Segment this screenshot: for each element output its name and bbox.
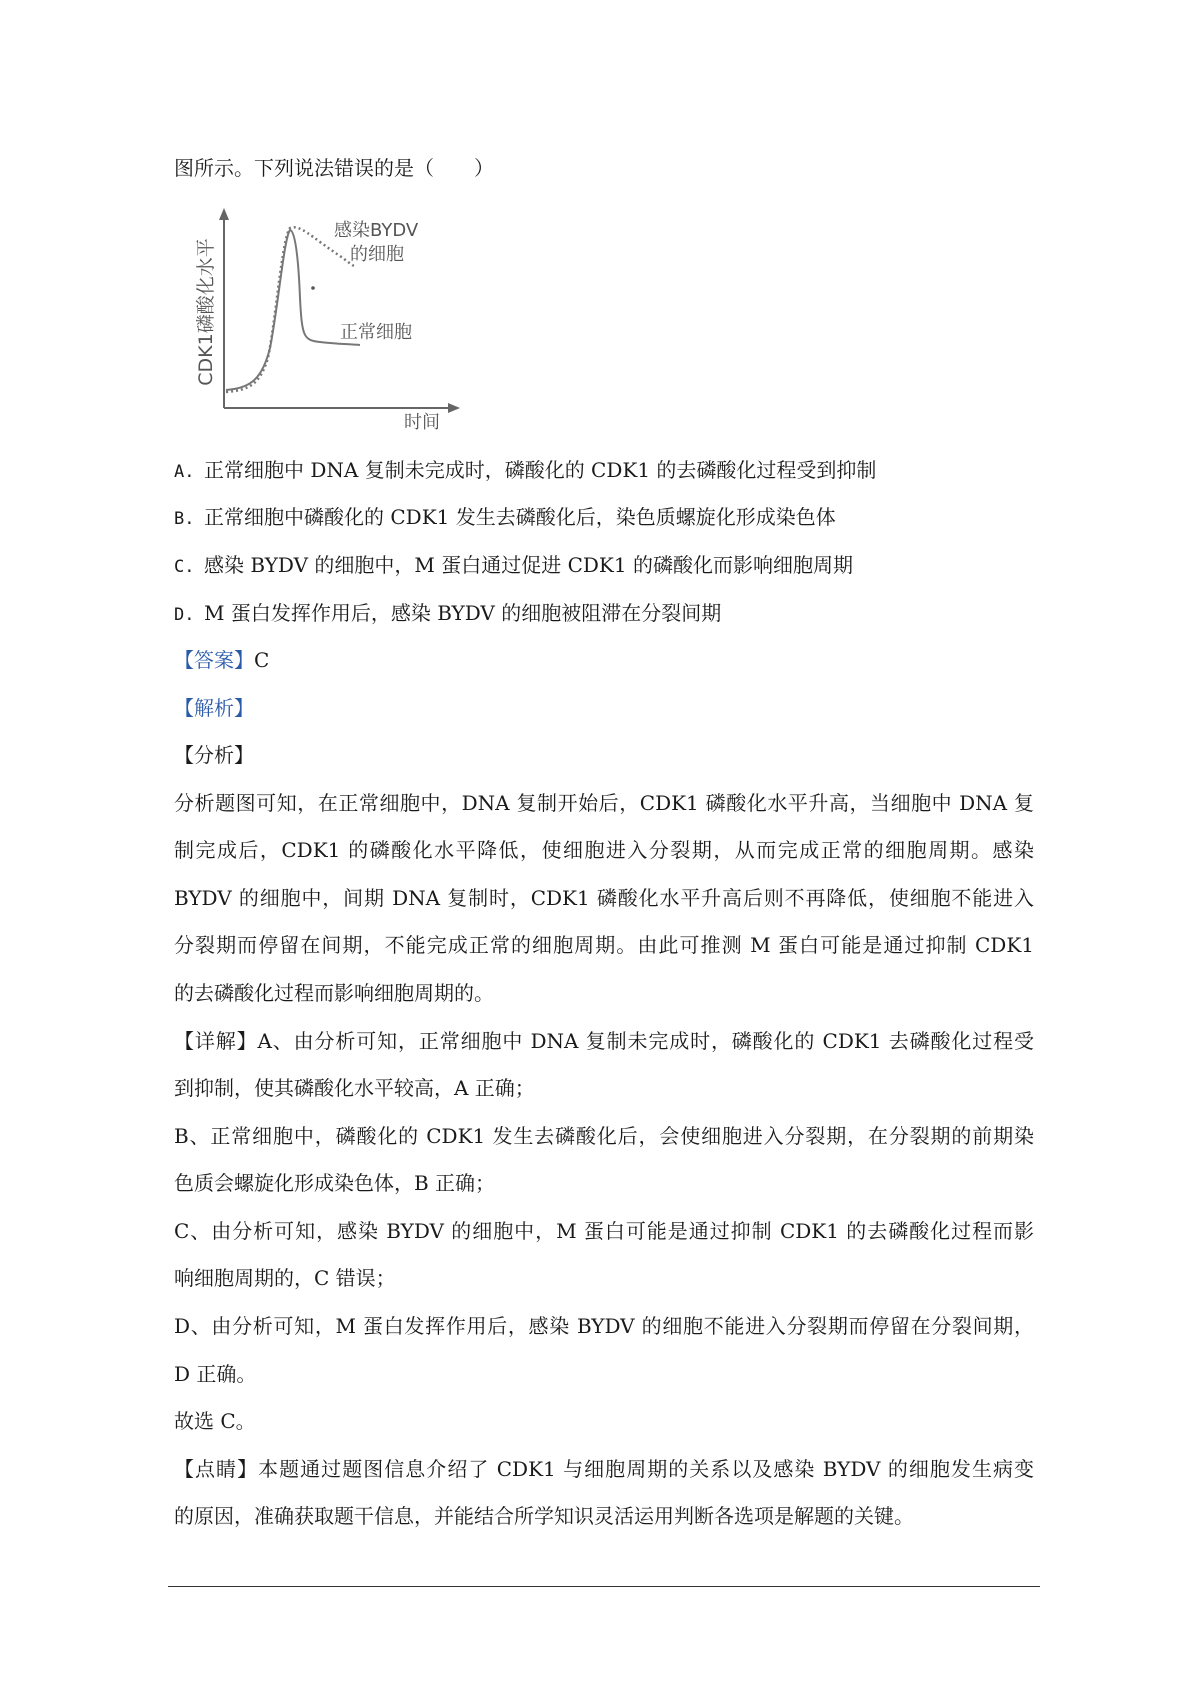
option-c: [174, 551, 1034, 581]
option-d-letter: D.: [174, 605, 195, 625]
figure-dot: [311, 286, 315, 290]
y-axis-label: CDK1磷酸化水平: [195, 238, 217, 386]
answer-line: [174, 646, 1034, 674]
fenxi-line-1: 分析题图可知，在正常细胞中，DNA 复制开始后，CDK1 磷酸化水平升高，当细胞中 DNA 复: [174, 791, 1034, 815]
cdk1-phosphorylation-figure: [190, 208, 470, 433]
detail-b-line-2: 色质会螺旋化形成染色体，B 正确；: [174, 1171, 496, 1195]
infected-cell-label-line2: 的细胞: [350, 244, 404, 265]
fenxi-tag: 【分析】: [174, 743, 254, 767]
footer-rule: [168, 1586, 1040, 1587]
detail-a-line-2: 到抑制，使其磷酸化水平较高，A 正确；: [174, 1076, 535, 1100]
normal-cell-label: 正常细胞: [340, 322, 412, 343]
question-stem: 图所示。下列说法错误的是（ ）: [174, 156, 494, 180]
option-b-text: 正常细胞中磷酸化的 CDK1 发生去磷酸化后，染色质螺旋化形成染色体: [204, 505, 836, 529]
option-b: [174, 503, 1034, 533]
option-a-letter: A.: [174, 462, 195, 482]
detail-c-line-2: 响细胞周期的，C 错误；: [174, 1266, 396, 1290]
option-b-letter: B.: [174, 509, 195, 529]
analysis-tag: 【解析】: [174, 696, 254, 720]
x-axis-arrow: [448, 403, 460, 413]
infected-cell-label-line1: 感染BYDV: [334, 220, 419, 241]
detail-d-line-1: D、由分析可知，M 蛋白发挥作用后，感染 BYDV 的细胞不能进入分裂期而停留在分裂间期，: [174, 1314, 1034, 1338]
infected-cell-curve: [226, 227, 354, 392]
detail-conclusion: 故选 C。: [174, 1409, 256, 1433]
option-a: [174, 456, 1034, 486]
comment-line-2: 的原因，准确获取题干信息，并能结合所学知识灵活运用判断各选项是解题的关键。: [174, 1504, 914, 1528]
normal-cell-curve: [226, 230, 360, 390]
fenxi-line-5: 的去磷酸化过程而影响细胞周期的。: [174, 981, 494, 1005]
fenxi-line-2: 制完成后，CDK1 的磷酸化水平降低，使细胞进入分裂期，从而完成正常的细胞周期。感染: [174, 838, 1034, 862]
answer-tag: 【答案】: [174, 648, 254, 672]
detail-a-line-1: 【详解】A、由分析可知，正常细胞中 DNA 复制未完成时，磷酸化的 CDK1 去磷酸化过程受: [174, 1029, 1034, 1053]
fenxi-line-3: BYDV 的细胞中，间期 DNA 复制时，CDK1 磷酸化水平升高后则不再降低，使细胞不能进入: [174, 886, 1034, 910]
detail-b-line-1: B、正常细胞中，磷酸化的 CDK1 发生去磷酸化后，会使细胞进入分裂期，在分裂期的前期染: [174, 1124, 1034, 1148]
answer-value: C: [254, 648, 270, 672]
comment-line-1: 【点睛】本题通过题图信息介绍了 CDK1 与细胞周期的关系以及感染 BYDV 的细胞发生病变: [174, 1457, 1034, 1481]
y-axis-arrow: [219, 208, 229, 220]
option-d: [174, 599, 1034, 629]
option-a-text: 正常细胞中 DNA 复制未完成时，磷酸化的 CDK1 的去磷酸化过程受到抑制: [204, 458, 877, 482]
option-d-text: M 蛋白发挥作用后，感染 BYDV 的细胞被阻滞在分裂间期: [204, 601, 722, 625]
detail-d-line-2: D 正确。: [174, 1362, 257, 1386]
option-c-text: 感染 BYDV 的细胞中，M 蛋白通过促进 CDK1 的磷酸化而影响细胞周期: [204, 553, 853, 577]
fenxi-line-4: 分裂期而停留在间期，不能完成正常的细胞周期。由此可推测 M 蛋白可能是通过抑制 CDK1: [174, 933, 1034, 957]
option-c-letter: C.: [174, 557, 195, 577]
detail-c-line-1: C、由分析可知，感染 BYDV 的细胞中，M 蛋白可能是通过抑制 CDK1 的去磷酸化过程而影: [174, 1219, 1034, 1243]
x-axis-label: 时间: [404, 412, 440, 433]
